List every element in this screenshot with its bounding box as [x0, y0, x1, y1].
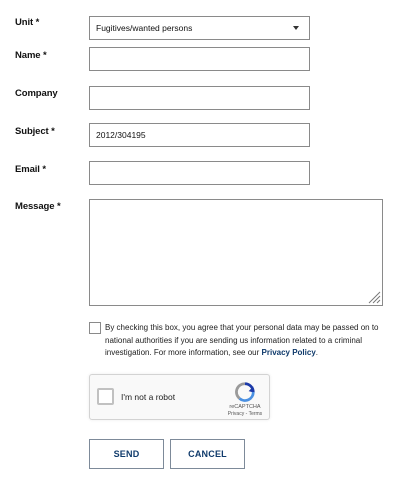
recaptcha-logo-icon	[234, 381, 256, 403]
recaptcha-privacy-link[interactable]: Privacy	[227, 411, 245, 417]
recaptcha-label: I'm not a robot	[121, 392, 176, 402]
company-label: Company	[15, 88, 58, 99]
recaptcha-separator: -	[244, 411, 249, 417]
unit-selected-value: Fugitives/wanted persons	[96, 23, 193, 33]
message-textarea[interactable]	[89, 199, 383, 306]
send-button[interactable]: SEND	[89, 439, 164, 469]
consent-text	[105, 322, 395, 360]
unit-select[interactable]	[89, 16, 310, 40]
name-label: Name *	[15, 50, 47, 61]
consent-text-end: .	[315, 348, 319, 357]
company-input[interactable]	[89, 86, 310, 110]
chevron-down-icon	[293, 26, 299, 30]
consent-text-body: By checking this box, you agree that your personal data may be passed on to national authorities if you are sending us information related to a criminal investigation. For more information, see our	[105, 323, 379, 357]
recaptcha-widget	[89, 374, 270, 420]
recaptcha-links	[221, 411, 269, 417]
unit-label: Unit *	[15, 17, 40, 28]
name-input[interactable]	[89, 47, 310, 71]
recaptcha-checkbox[interactable]	[97, 388, 114, 405]
email-input[interactable]	[89, 161, 310, 185]
privacy-policy-link[interactable]: Privacy Policy	[261, 348, 316, 357]
subject-label: Subject *	[15, 126, 55, 137]
consent-checkbox[interactable]	[89, 322, 101, 334]
cancel-button[interactable]: CANCEL	[170, 439, 245, 469]
recaptcha-terms-link[interactable]: Terms	[248, 411, 263, 417]
recaptcha-brand: reCAPTCHA	[229, 404, 261, 410]
email-label: Email *	[15, 164, 46, 175]
message-label: Message *	[15, 201, 61, 212]
subject-input[interactable]: 2012/304195	[89, 123, 310, 147]
resize-grip-icon[interactable]	[367, 290, 381, 304]
